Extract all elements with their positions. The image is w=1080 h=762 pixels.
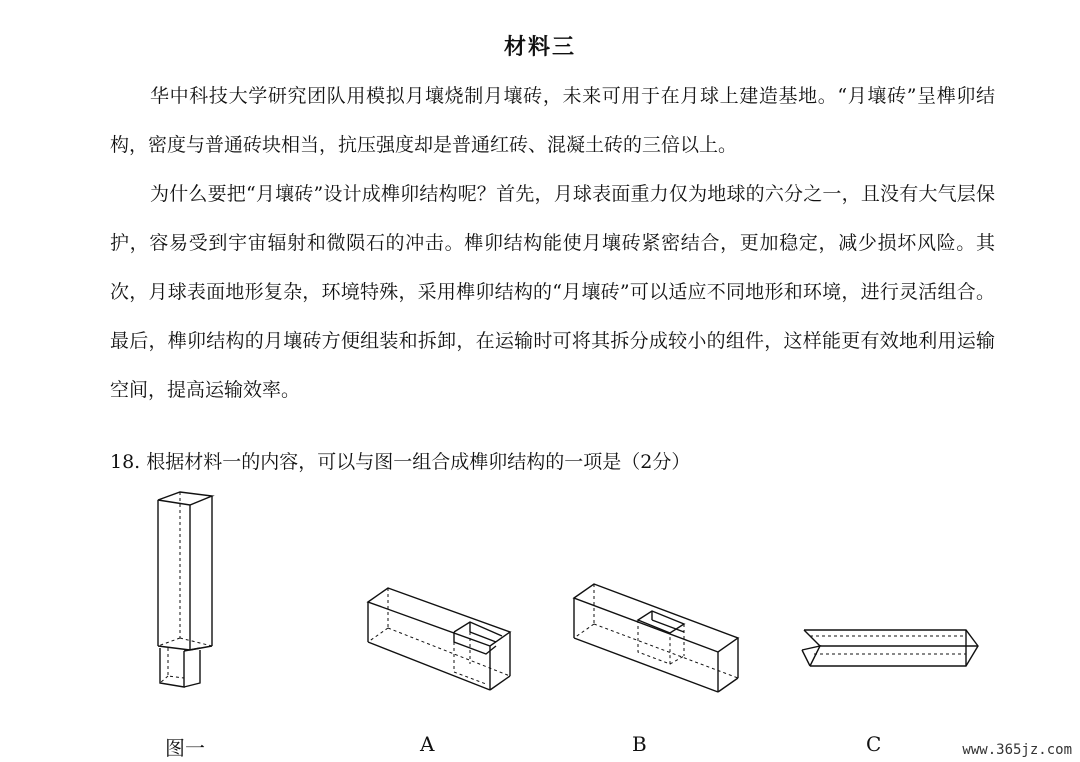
- watermark: www.365jz.com: [962, 742, 1072, 758]
- paragraph-1: 华中科技大学研究团队用模拟月壤烧制月壤砖，未来可用于在月球上建造基地。“月壤砖”呈榫卯结构，密度与普通砖块相当，抗压强度却是普通红砖、混凝土砖的三倍以上。: [110, 85, 995, 156]
- option-c-label: C: [866, 732, 882, 756]
- option-a-label: A: [420, 732, 435, 756]
- figure-b-mortise-block: [566, 576, 746, 700]
- option-b-label: B: [632, 732, 647, 756]
- question-18: 18. 根据材料一的内容，可以与图一组合成榫卯结构的一项是（2分）: [110, 451, 691, 473]
- paragraph-2: 为什么要把“月壤砖”设计成榫卯结构呢？首先，月球表面重力仅为地球的六分之一，且没有大气层保护，容易受到宇宙辐射和微陨石的冲击。榫卯结构能使月壤砖紧密结合，更加稳定，减少损坏风险。其次，月球表面地形复杂，环境特殊，采用榫卯结构的“月壤砖”可以适应不同地形和环境，进行灵活组合。最后，榫卯结构的月壤砖方便组装和拆卸，在运输时可将其拆分成较小的组件，这样能更有效地利用运输空间，提高运输效率。: [110, 183, 995, 401]
- figure-a-mortise-block: [360, 580, 520, 700]
- material-title: 材料三: [503, 35, 576, 60]
- figure-c-slotted-block: [790, 610, 990, 680]
- figure-1-caption: 图一: [165, 736, 205, 760]
- figure-1-tenon-post: [140, 488, 230, 698]
